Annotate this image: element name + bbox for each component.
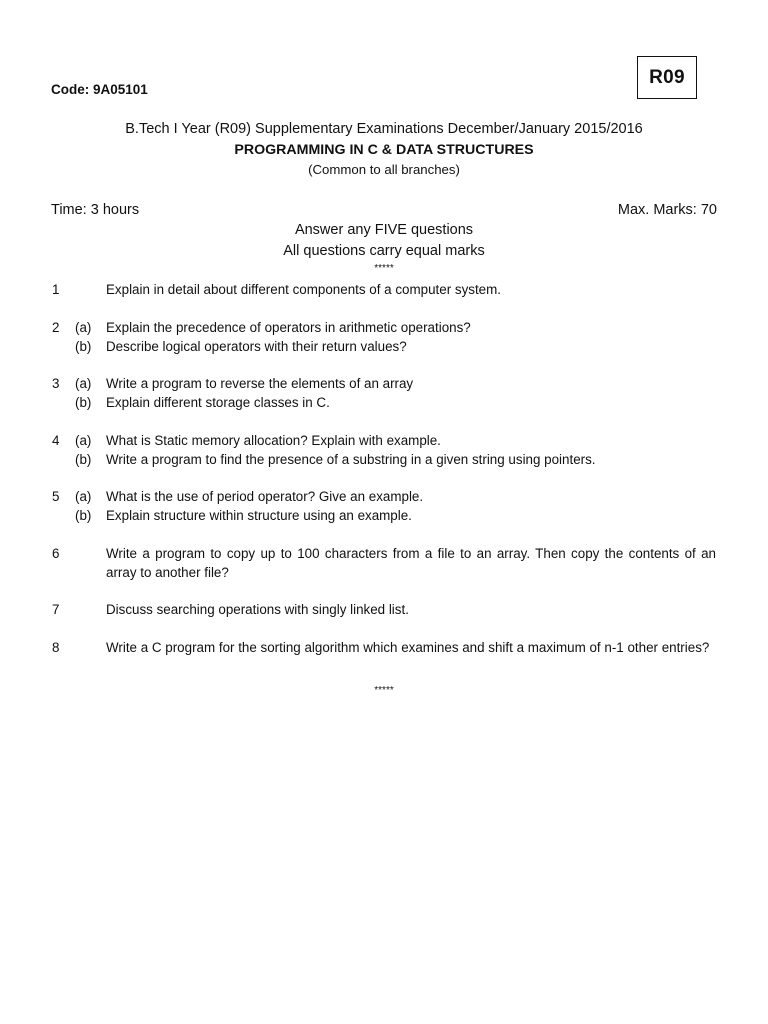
instruction-answer-five: Answer any FIVE questions	[294, 222, 474, 238]
part-label-b: (b)	[75, 452, 92, 467]
exam-title: B.Tech I Year (R09) Supplementary Examinations December/January 2015/2016	[125, 121, 643, 137]
question-number: 6	[52, 546, 60, 561]
question-number: 1	[52, 282, 60, 297]
subject-title: PROGRAMMING IN C & DATA STRUCTURES	[234, 142, 534, 158]
part-label-a: (a)	[75, 376, 92, 391]
question-number: 5	[52, 489, 60, 504]
regulation-badge: R09	[637, 56, 697, 99]
part-label-b: (b)	[75, 339, 92, 354]
question-text: What is Static memory allocation? Explain with example.	[106, 433, 441, 448]
question-number: 4	[52, 433, 60, 448]
question-text: Explain structure within structure using an example.	[106, 508, 412, 523]
question-text: Explain the precedence of operators in arithmetic operations?	[106, 320, 471, 335]
instruction-equal-marks: All questions carry equal marks	[283, 243, 485, 259]
question-number: 7	[52, 602, 60, 617]
max-marks: Max. Marks: 70	[617, 202, 717, 218]
divider-stars-top: *****	[374, 263, 394, 274]
exam-duration: Time: 3 hours	[51, 202, 140, 218]
part-label-a: (a)	[75, 489, 92, 504]
question-text: Write a program to copy up to 100 characters from a file to an array. Then copy the contents of an array to another file?	[106, 546, 716, 580]
question-number: 3	[52, 376, 60, 391]
part-label-b: (b)	[75, 395, 92, 410]
question-text: Discuss searching operations with singly linked list.	[106, 602, 409, 617]
question-text: Describe logical operators with their return values?	[106, 339, 407, 354]
branch-note: (Common to all branches)	[308, 162, 460, 177]
question-number: 2	[52, 320, 60, 335]
part-label-b: (b)	[75, 508, 92, 523]
divider-stars-bottom: *****	[374, 685, 394, 696]
part-label-a: (a)	[75, 433, 92, 448]
question-text: What is the use of period operator? Give an example.	[106, 489, 424, 504]
question-text: Explain in detail about different components of a computer system.	[106, 282, 501, 297]
question-text: Write a C program for the sorting algorithm which examines and shift a maximum of n-1 other entries?	[106, 640, 710, 655]
paper-code: Code: 9A05101	[51, 82, 148, 97]
question-text: Explain different storage classes in C.	[106, 395, 330, 410]
question-number: 8	[52, 640, 60, 655]
question-text: Write a program to reverse the elements of an array	[106, 376, 414, 391]
part-label-a: (a)	[75, 320, 92, 335]
question-text: Write a program to find the presence of a substring in a given string using pointers.	[106, 452, 596, 467]
